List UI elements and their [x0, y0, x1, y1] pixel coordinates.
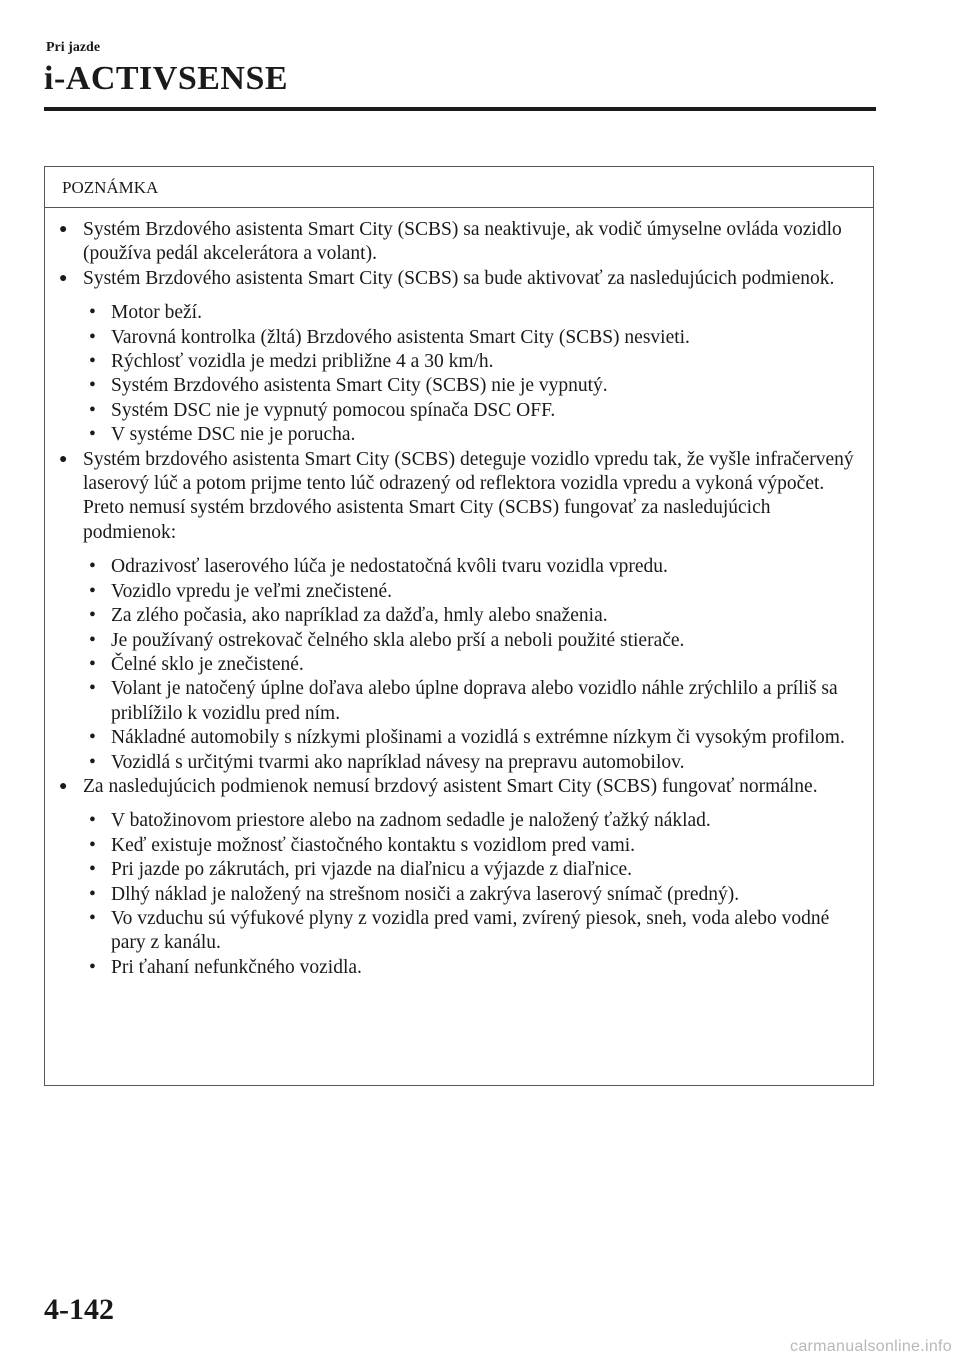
note-box: [44, 166, 874, 1086]
sub-item-text: Vozidlo vpredu je veľmi znečistené.: [111, 580, 393, 602]
sub-item-text: Za zlého počasia, ako napríklad za dažďa, hmly alebo snaženia.: [111, 605, 608, 627]
note-item: [59, 448, 859, 546]
sub-bullet-icon: •: [89, 375, 96, 397]
sub-bullet-icon: •: [89, 351, 96, 373]
sub-item: [59, 809, 859, 833]
sub-item: [59, 834, 859, 858]
sub-bullet-icon: •: [89, 326, 96, 348]
note-item-text: Systém Brzdového asistenta Smart City (SCBS) sa neaktivuje, ak vodič úmyselne ovláda vozidlo (používa pedál akcelerátora a volant).: [83, 219, 842, 265]
sub-bullet-icon: •: [89, 727, 96, 749]
sub-item: [59, 326, 859, 350]
sub-list: [59, 301, 859, 447]
sub-item-text: V systéme DSC nie je porucha.: [111, 424, 356, 446]
sub-item-text: Motor beží.: [111, 302, 202, 324]
watermark: carmanualsonline.info: [790, 1338, 952, 1355]
sub-bullet-icon: •: [89, 605, 96, 627]
sub-bullet-icon: •: [89, 956, 96, 978]
sub-item: [59, 399, 859, 423]
sub-item-text: V batožinovom priestore alebo na zadnom sedadle je naložený ťažký náklad.: [111, 810, 711, 832]
sub-item: [59, 604, 859, 628]
header-rule: [44, 107, 876, 111]
bullet-icon: ●: [59, 270, 68, 286]
sub-item-text: Pri jazde po zákrutách, pri vjazde na diaľnicu a výjazde z diaľnice.: [111, 859, 632, 881]
page-number: 4-142: [44, 1293, 114, 1326]
sub-item: [59, 751, 859, 775]
sub-item: [59, 374, 859, 398]
sub-item: [59, 726, 859, 750]
sub-item: [59, 653, 859, 677]
note-item-text: Za nasledujúcich podmienok nemusí brzdový asistent Smart City (SCBS) fungovať normálne.: [83, 775, 818, 797]
sub-item-text: Vozidlá s určitými tvarmi ako napríklad návesy na prepravu automobilov.: [111, 751, 685, 773]
sub-item: [59, 629, 859, 653]
sub-item-text: Dlhý náklad je naložený na strešnom nosiči a zakrýva laserový snímač (predný).: [111, 883, 740, 905]
sub-item-text: Vo vzduchu sú výfukové plyny z vozidla pred vami, zvírený piesok, sneh, voda alebo vodné pary z kanálu.: [111, 907, 830, 954]
bullet-icon: ●: [59, 778, 68, 794]
note-item: [59, 218, 859, 267]
sub-bullet-icon: •: [89, 834, 96, 856]
sub-list: [59, 809, 859, 980]
section-label: Pri jazde: [46, 40, 101, 55]
note-item-text: Systém Brzdového asistenta Smart City (SCBS) sa bude aktivovať za nasledujúcich podmienok.: [83, 267, 835, 289]
sub-bullet-icon: •: [89, 678, 96, 700]
sub-item-text: Volant je natočený úplne doľava alebo úplne doprava alebo vozidlo náhle zrýchlilo a príliš sa priblížilo k vozidlu pred ním.: [111, 678, 838, 724]
sub-item-text: Varovná kontrolka (žltá) Brzdového asistenta Smart City (SCBS) nesvieti.: [111, 326, 690, 348]
sub-item: [59, 350, 859, 374]
sub-list: [59, 555, 859, 775]
sub-bullet-icon: •: [89, 883, 96, 905]
sub-item-text: Odrazivosť laserového lúča je nedostatočná kvôli tvaru vozidla vpredu.: [111, 556, 668, 578]
sub-item: [59, 580, 859, 604]
sub-bullet-icon: •: [89, 907, 96, 929]
note-item: [59, 267, 859, 291]
sub-item: [59, 423, 859, 447]
sub-item-text: Rýchlosť vozidla je medzi približne 4 a 30 km/h.: [111, 351, 494, 373]
sub-item: [59, 555, 859, 579]
bullet-icon: ●: [59, 451, 68, 467]
sub-bullet-icon: •: [89, 424, 96, 446]
sub-item-text: Systém DSC nie je vypnutý pomocou spínača DSC OFF.: [111, 399, 556, 421]
sub-bullet-icon: •: [89, 302, 96, 324]
sub-bullet-icon: •: [89, 399, 96, 421]
sub-item: [59, 677, 859, 726]
sub-item: [59, 301, 859, 325]
sub-item-text: Keď existuje možnosť čiastočného kontaktu s vozidlom pred vami.: [111, 834, 636, 856]
sub-item: [59, 907, 859, 956]
bullet-icon: ●: [59, 222, 68, 237]
note-item: [59, 775, 859, 799]
sub-bullet-icon: •: [89, 629, 96, 651]
sub-bullet-icon: •: [89, 556, 96, 578]
sub-item-text: Čelné sklo je znečistené.: [111, 653, 304, 675]
sub-bullet-icon: •: [89, 810, 96, 832]
sub-item-text: Nákladné automobily s nízkymi plošinami a vozidlá s extrémne nízkym či vysokým profilom.: [111, 727, 845, 749]
chapter-title: i-ACTIVSENSE: [44, 60, 289, 97]
sub-bullet-icon: •: [89, 580, 96, 602]
sub-item: [59, 956, 859, 980]
sub-item-text: Pri ťahaní nefunkčného vozidla.: [111, 956, 362, 978]
sub-item-text: Je používaný ostrekovač čelného skla alebo prší a neboli použité stierače.: [111, 629, 685, 651]
note-item-text: Systém brzdového asistenta Smart City (SCBS) deteguje vozidlo vpredu tak, že vyšle infračervený laserový lúč a potom prijme tento lúč odrazený od reflektora vozidla vpredu a vykoná výpočet. Preto nemusí systém brzdového asistenta Smart City (SCBS) fungovať za nasledujúcich podmienok:: [83, 448, 854, 543]
sub-bullet-icon: •: [89, 859, 96, 881]
sub-bullet-icon: •: [89, 653, 96, 675]
sub-bullet-icon: •: [89, 751, 96, 773]
sub-item: [59, 858, 859, 882]
sub-item-text: Systém Brzdového asistenta Smart City (SCBS) nie je vypnutý.: [111, 375, 608, 397]
sub-item: [59, 883, 859, 907]
note-heading: POZNÁMKA: [45, 167, 873, 208]
note-body: [45, 208, 873, 980]
